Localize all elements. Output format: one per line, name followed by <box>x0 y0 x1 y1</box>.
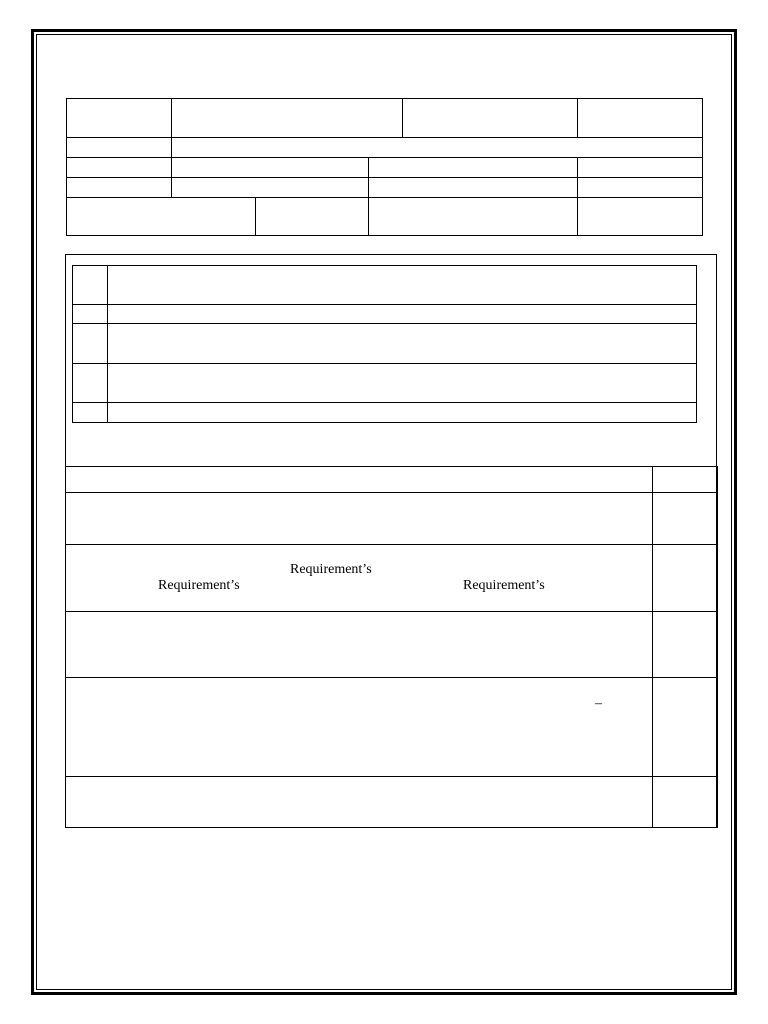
score-cell <box>653 777 718 828</box>
score-cell <box>653 612 718 678</box>
header-info-table <box>66 98 703 236</box>
item-number-cell <box>73 403 108 423</box>
score-cell <box>653 545 718 612</box>
criteria-header-cell <box>66 467 653 493</box>
header-cell <box>369 158 578 178</box>
header-cell <box>67 178 172 198</box>
item-number-cell <box>73 324 108 364</box>
item-text-cell <box>108 324 697 364</box>
header-cell <box>172 178 369 198</box>
score-header-cell <box>653 467 718 493</box>
item-number-cell <box>73 305 108 324</box>
criteria-cell <box>66 612 653 678</box>
item-text-cell <box>108 266 697 305</box>
header-cell <box>172 158 369 178</box>
criteria-cell <box>66 777 653 828</box>
header-cell <box>172 138 703 158</box>
criteria-cell <box>66 493 653 545</box>
item-text-cell <box>108 305 697 324</box>
requirement-text-right: Requirement’s <box>463 578 545 593</box>
item-number-cell <box>73 266 108 305</box>
header-cell <box>67 158 172 178</box>
requirement-text-center: Requirement’s <box>290 562 372 577</box>
criteria-cell <box>66 545 653 612</box>
requirement-text-left: Requirement’s <box>158 578 240 593</box>
header-cell <box>67 99 172 138</box>
header-cell <box>578 158 703 178</box>
item-number-cell <box>73 364 108 403</box>
header-cell <box>578 178 703 198</box>
header-cell <box>578 198 703 236</box>
header-cell <box>369 198 578 236</box>
criteria-cell <box>66 678 653 777</box>
header-cell <box>172 99 403 138</box>
header-cell <box>256 198 369 236</box>
item-text-cell <box>108 364 697 403</box>
header-cell <box>67 198 256 236</box>
header-cell <box>369 178 578 198</box>
item-text-cell <box>108 403 697 423</box>
dash-mark: – <box>595 696 602 711</box>
numbered-items-table <box>72 265 697 423</box>
header-cell <box>67 138 172 158</box>
header-cell <box>578 99 703 138</box>
criteria-score-table <box>65 466 718 828</box>
header-cell <box>403 99 578 138</box>
score-cell <box>653 493 718 545</box>
score-cell <box>653 678 718 777</box>
